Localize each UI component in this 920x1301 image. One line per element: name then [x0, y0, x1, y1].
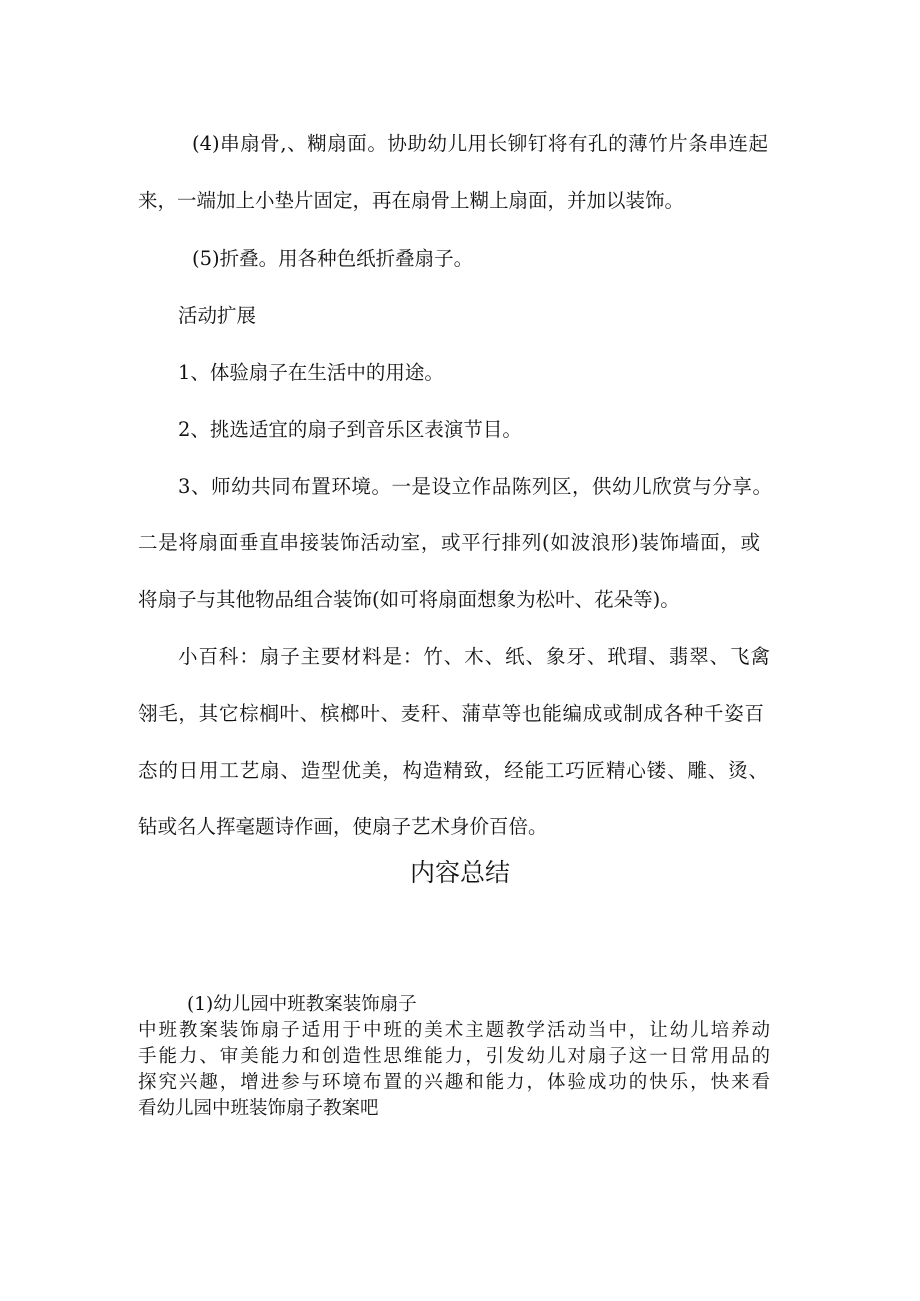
paragraph-line: (4)串扇骨,、糊扇面。协助幼儿用长铆钉将有孔的薄竹片条串连起: [192, 132, 768, 155]
summary-line: 手能力、审美能力和创造性思维能力，引发幼儿对扇子这一日常用品的: [138, 1046, 770, 1067]
paragraph-line: 小百科：扇子主要材料是：竹、木、纸、象牙、玳瑁、翡翠、飞禽: [178, 645, 770, 668]
summary-line: 中班教案装饰扇子适用于中班的美术主题教学活动当中，让幼儿培养动: [138, 1020, 770, 1041]
list-item: 2、挑选适宜的扇子到音乐区表演节目。: [178, 418, 522, 441]
paragraph-line: 钻或名人挥毫题诗作画，使扇子艺术身价百倍。: [138, 815, 548, 838]
paragraph-line: (5)折叠。用各种色纸折叠扇子。: [192, 247, 474, 270]
paragraph-line: 将扇子与其他物品组合装饰(如可将扇面想象为松叶、花朵等)。: [138, 588, 680, 611]
list-item: 3、师幼共同布置环境。一是设立作品陈列区，供幼儿欣赏与分享。: [178, 475, 772, 498]
summary-heading: (1)幼儿园中班教案装饰扇子: [187, 994, 417, 1015]
paragraph-line: 态的日用工艺扇、造型优美，构造精致，经能工巧匠精心镂、雕、烫、: [138, 759, 768, 782]
summary-line: 探究兴趣，增进参与环境布置的兴趣和能力，体验成功的快乐，快来看: [138, 1072, 770, 1093]
paragraph-line: 来，一端加上小垫片固定，再在扇骨上糊上扇面，并加以装饰。: [138, 189, 685, 212]
paragraph-line: 翎毛，其它棕榈叶、槟榔叶、麦秆、蒲草等也能编成或制成各种千姿百: [138, 702, 764, 725]
list-item: 1、体验扇子在生活中的用途。: [178, 361, 444, 384]
summary-line: 看幼儿园中班装饰扇子教案吧: [138, 1098, 379, 1119]
summary-title: 内容总结: [409, 858, 510, 887]
paragraph-line: 二是将扇面垂直串接装饰活动室，或平行排列(如波浪形)装饰墙面，或: [138, 531, 760, 554]
section-heading: 活动扩展: [178, 304, 257, 327]
